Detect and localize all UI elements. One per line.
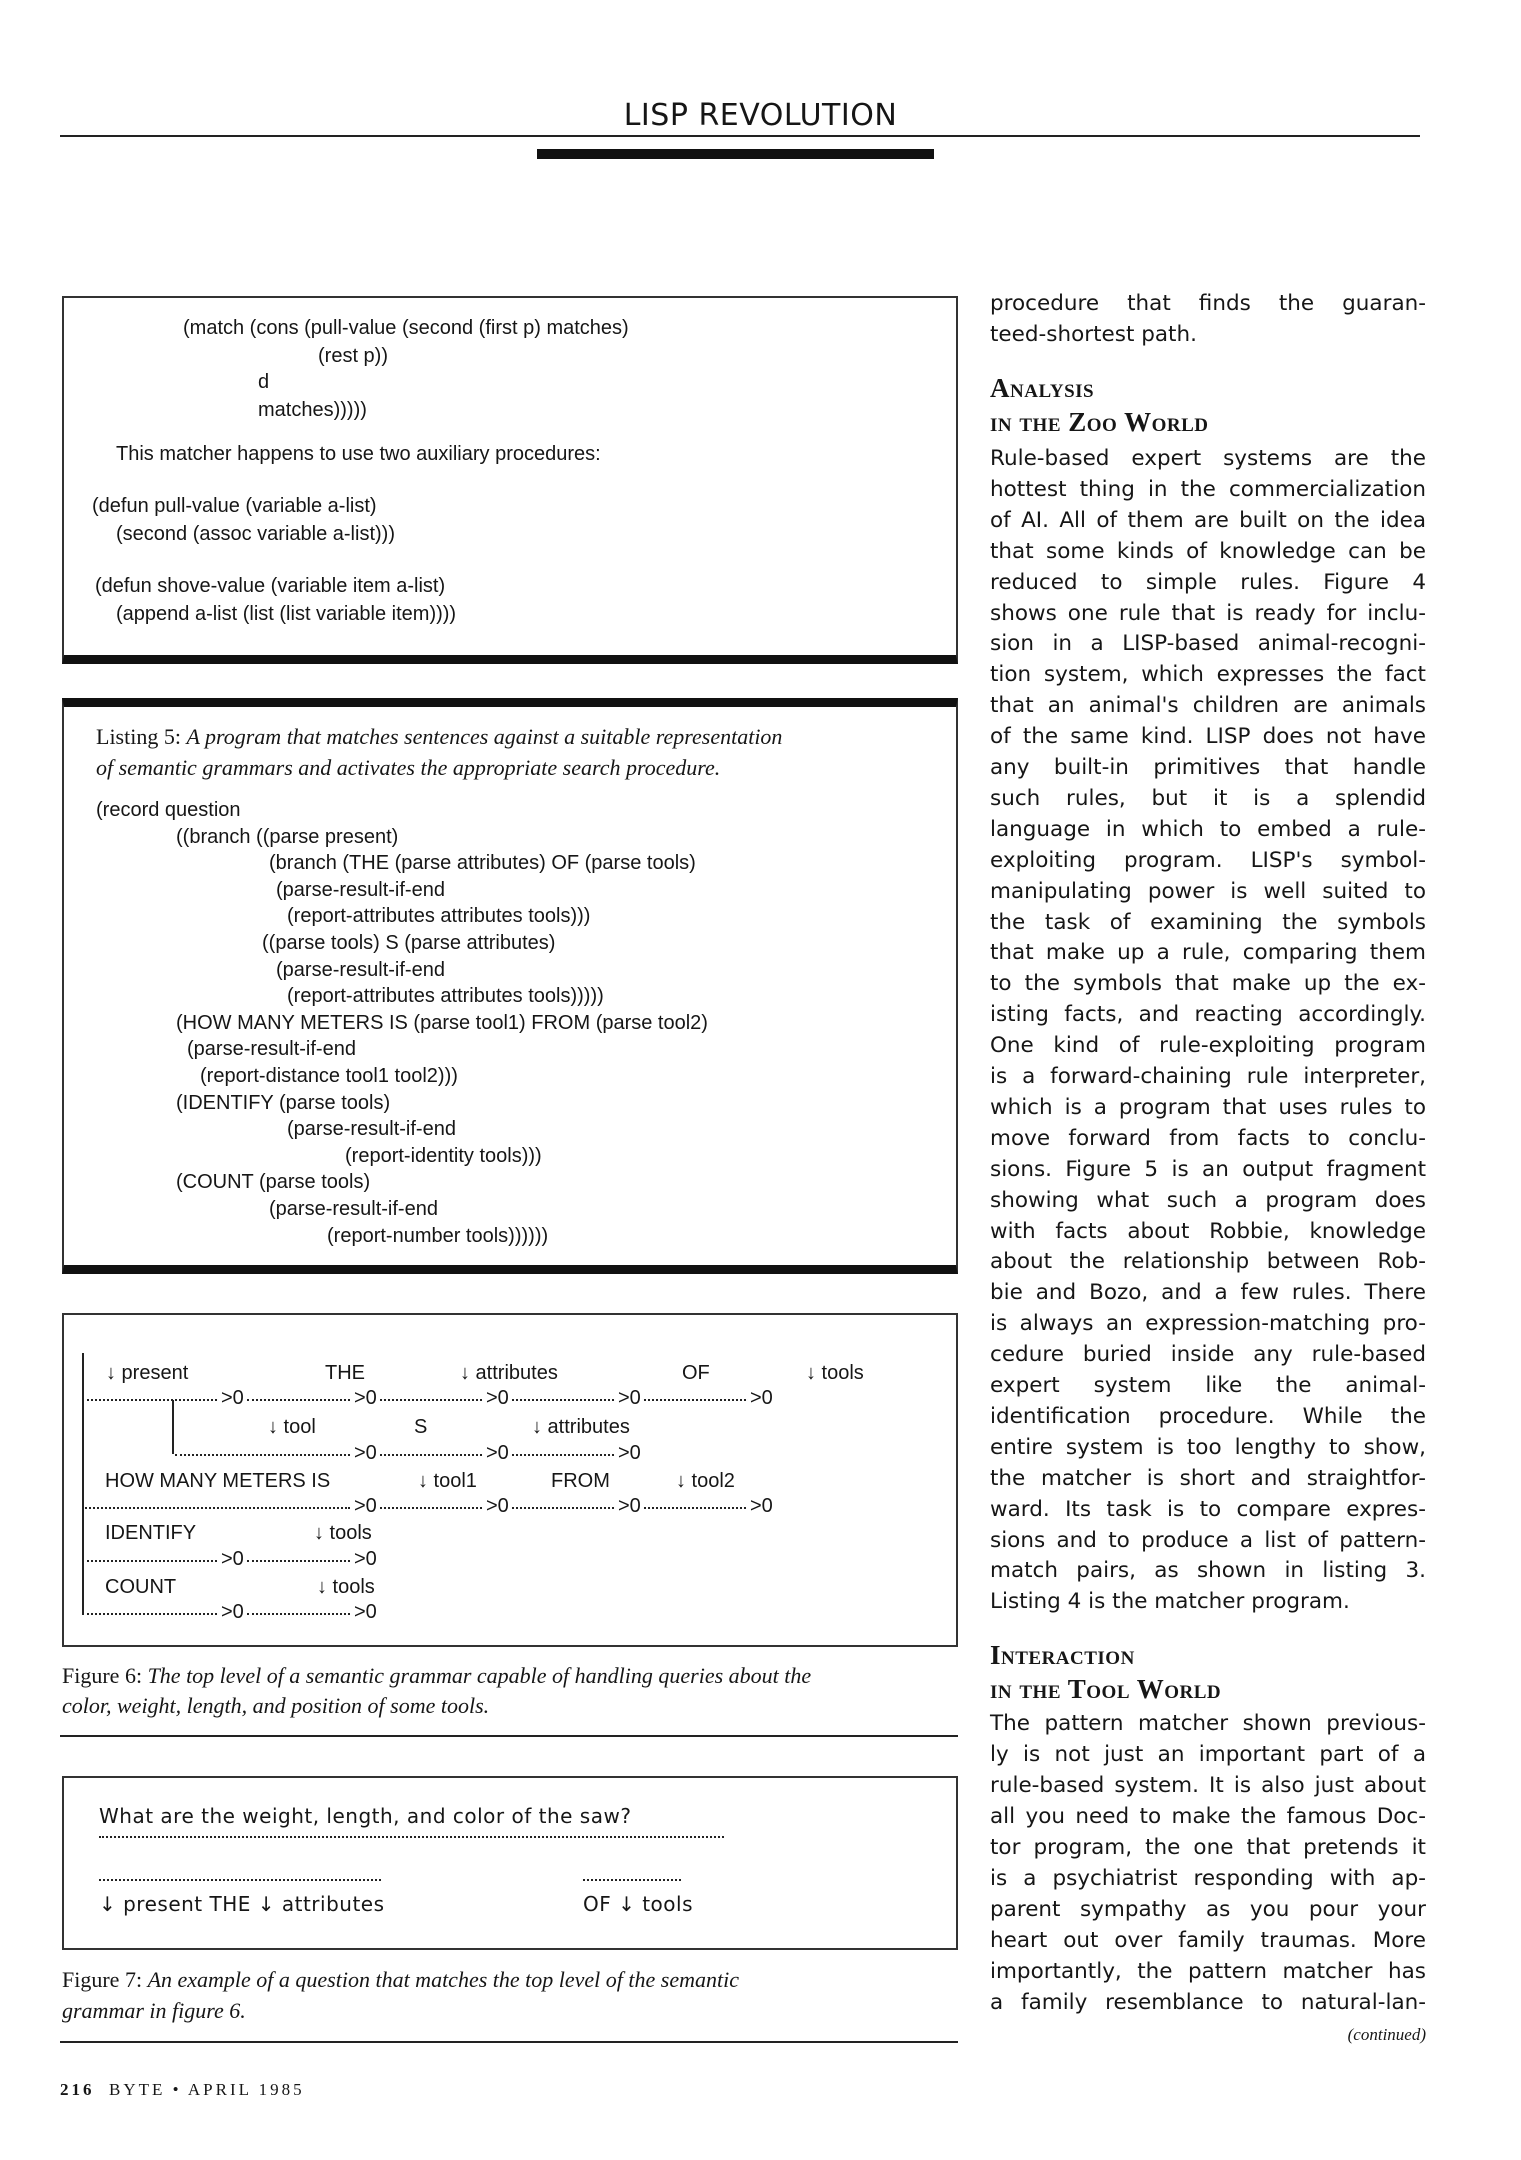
grammar-label: ↓ present bbox=[106, 1362, 189, 1384]
grammar-node: >0 bbox=[750, 1387, 773, 1409]
text-line: match pairs, as shown in listing 3. bbox=[990, 1558, 1426, 1584]
text-line: a family resemblance to natural-lan- bbox=[990, 1990, 1426, 2015]
header-bar bbox=[537, 149, 934, 159]
text-line: expert system like the animal- bbox=[990, 1373, 1426, 1398]
text-line: of AI. All of them are built on the idea bbox=[990, 507, 1426, 533]
text-line: sions and to produce a list of pattern- bbox=[990, 1527, 1426, 1553]
code-line: (match (cons (pull-value (second (first p) matches) bbox=[183, 317, 629, 339]
listing5-label: Listing 5: bbox=[96, 724, 181, 749]
text-line: manipulating power is well suited to bbox=[990, 878, 1426, 904]
grammar-label: S bbox=[414, 1416, 428, 1438]
text-line: which is a program that uses rules to bbox=[990, 1094, 1426, 1120]
text-line: that some kinds of knowledge can be bbox=[990, 538, 1426, 564]
figure7-label: Figure 7: bbox=[62, 1967, 143, 1992]
figure7-underline bbox=[99, 1836, 724, 1838]
code-line: ((branch ((parse present) bbox=[176, 825, 399, 848]
text-line: showing what such a program does bbox=[990, 1187, 1426, 1213]
grammar-label: FROM bbox=[551, 1470, 610, 1492]
figure7-caption-line2 bbox=[62, 1998, 246, 2024]
grammar-node: >0 bbox=[750, 1495, 773, 1517]
grammar-arc bbox=[644, 1507, 746, 1509]
code-line: (defun pull-value (variable a-list) bbox=[92, 495, 377, 517]
code-line: (report-number tools)))))) bbox=[327, 1224, 549, 1247]
code-line: (second (assoc variable a-list))) bbox=[116, 523, 395, 545]
grammar-label: COUNT bbox=[105, 1576, 177, 1598]
grammar-node: >0 bbox=[221, 1601, 244, 1623]
grammar-arc bbox=[247, 1613, 350, 1615]
text-line: cedure buried inside any rule-based bbox=[990, 1342, 1426, 1368]
code-line: ((parse tools) S (parse attributes) bbox=[262, 932, 556, 954]
section-heading: Interaction bbox=[990, 1640, 1135, 1670]
code-line: (parse-result-if-end bbox=[269, 1198, 438, 1220]
text-line: ly is not just an important part of a bbox=[990, 1742, 1426, 1767]
grammar-node: >0 bbox=[486, 1495, 509, 1517]
grammar-node: >0 bbox=[354, 1387, 377, 1409]
figure6-caption-text2: color, weight, length, and position of some tools. bbox=[62, 1693, 490, 1718]
grammar-node: >0 bbox=[354, 1442, 377, 1464]
grammar-arc bbox=[82, 1507, 350, 1509]
page-number: 216 bbox=[60, 2080, 95, 2099]
grammar-node: >0 bbox=[486, 1442, 509, 1464]
code-line: (defun shove-value (variable item a-list) bbox=[95, 575, 446, 597]
code-line: (IDENTIFY (parse tools) bbox=[176, 1091, 391, 1114]
text-line: isting facts, and reacting accordingly. bbox=[990, 1002, 1426, 1028]
text-line: identification procedure. While the bbox=[990, 1403, 1426, 1429]
text-line: exploiting program. LISP's symbol- bbox=[990, 847, 1426, 873]
continued-note: (continued) bbox=[1347, 2025, 1426, 2044]
grammar-label: OF bbox=[682, 1362, 710, 1384]
text-line: of the same kind. LISP does not have bbox=[990, 724, 1426, 750]
code-line: (report-identity tools))) bbox=[345, 1144, 542, 1167]
listing5-caption-line2 bbox=[96, 755, 720, 781]
code-line: (record question bbox=[96, 799, 241, 821]
text-line: Rule-based expert systems are the bbox=[990, 446, 1426, 471]
grammar-branch-rail bbox=[172, 1400, 174, 1454]
text-line: about the relationship between Rob- bbox=[990, 1249, 1426, 1275]
figure6-caption-text: The top level of a semantic grammar capable of handling queries about the bbox=[147, 1663, 812, 1688]
figure7-box bbox=[62, 1776, 958, 1950]
text-line: that make up a rule, comparing them bbox=[990, 940, 1426, 966]
text-line: reduced to simple rules. Figure 4 bbox=[990, 569, 1426, 595]
running-header: LISP REVOLUTION bbox=[623, 98, 898, 133]
text-line: the task of examining the symbols bbox=[990, 909, 1426, 935]
figure7-caption-text2: grammar in figure 6. bbox=[62, 1998, 246, 2023]
text-line: teed-shortest path. bbox=[990, 322, 1197, 347]
text-line: shows one rule that is ready for inclu- bbox=[990, 600, 1426, 626]
figure7-match-right: OF ↓ tools bbox=[583, 1892, 694, 1916]
figure6-label: Figure 6: bbox=[62, 1663, 143, 1688]
grammar-node: >0 bbox=[354, 1495, 377, 1517]
figure7-match-line-right bbox=[583, 1879, 681, 1881]
text-line: any built-in primitives that handle bbox=[990, 755, 1426, 780]
text-line: hottest thing in the commercialization bbox=[990, 476, 1426, 502]
text-line: is always an expression-matching pro- bbox=[990, 1311, 1426, 1337]
grammar-label: ↓ tools bbox=[314, 1522, 372, 1544]
grammar-node: >0 bbox=[618, 1442, 641, 1464]
text-line: entire system is too lengthy to show, bbox=[990, 1434, 1426, 1460]
grammar-label: THE bbox=[325, 1362, 365, 1384]
grammar-label: ↓ tools bbox=[806, 1362, 864, 1384]
grammar-label: ↓ tools bbox=[317, 1576, 375, 1598]
grammar-arc bbox=[380, 1454, 482, 1456]
figure7-rule bbox=[60, 2041, 958, 2043]
text-line: to the symbols that make up the ex- bbox=[990, 971, 1426, 997]
text-line: procedure that finds the guaran- bbox=[990, 291, 1426, 316]
grammar-node: >0 bbox=[618, 1387, 641, 1409]
code-line: (branch (THE (parse attributes) OF (parse tools) bbox=[269, 852, 696, 875]
figure7-match-left: ↓ present THE ↓ attributes bbox=[99, 1892, 385, 1916]
text-line: that an animal's children are animals bbox=[990, 693, 1426, 719]
text-line: such rules, but it is a splendid bbox=[990, 785, 1426, 811]
code-line: (report-attributes attributes tools))) bbox=[287, 905, 591, 928]
grammar-arc bbox=[380, 1399, 482, 1401]
grammar-node: >0 bbox=[486, 1387, 509, 1409]
listing5-caption-text2: of semantic grammars and activates the appropriate search procedure. bbox=[96, 755, 721, 780]
grammar-node: >0 bbox=[354, 1601, 377, 1623]
section-heading: Analysis bbox=[990, 373, 1095, 403]
text-line: sions. Figure 5 is an output fragment bbox=[990, 1156, 1426, 1182]
text-line: bie and Bozo, and a few rules. There bbox=[990, 1280, 1426, 1306]
figure6-caption-line1 bbox=[62, 1663, 811, 1689]
page-footer bbox=[60, 2080, 305, 2100]
text-line: heart out over family traumas. More bbox=[990, 1928, 1426, 1953]
text-line: The pattern matcher shown previous- bbox=[990, 1711, 1426, 1736]
code-line: (rest p)) bbox=[318, 345, 388, 367]
grammar-node: >0 bbox=[221, 1548, 244, 1570]
grammar-arc bbox=[512, 1507, 614, 1509]
code-line: This matcher happens to use two auxiliary procedures: bbox=[116, 443, 601, 465]
figure7-match-line-left bbox=[99, 1879, 381, 1881]
article-column bbox=[990, 0, 1426, 2160]
grammar-label: HOW MANY METERS IS bbox=[105, 1470, 331, 1492]
grammar-label: ↓ tool1 bbox=[418, 1470, 477, 1492]
code-line: (parse-result-if-end bbox=[276, 958, 445, 981]
grammar-node: >0 bbox=[354, 1548, 377, 1570]
text-line: importantly, the pattern matcher has bbox=[990, 1959, 1426, 1984]
figure7-caption-text: An example of a question that matches the top level of the semantic bbox=[147, 1967, 739, 1992]
code-line: d bbox=[258, 371, 270, 393]
code-line: (append a-list (list (list variable item)))) bbox=[116, 603, 457, 625]
text-line: move forward from facts to conclu- bbox=[990, 1125, 1426, 1151]
grammar-arc bbox=[380, 1507, 482, 1509]
text-line: all you need to make the famous Doc- bbox=[990, 1804, 1426, 1829]
section-heading: in the Tool World bbox=[990, 1674, 1222, 1704]
text-line: One kind of rule-exploiting program bbox=[990, 1033, 1426, 1059]
grammar-left-rail bbox=[82, 1353, 84, 1615]
code-line: (parse-result-if-end bbox=[187, 1038, 356, 1061]
grammar-arc bbox=[512, 1399, 614, 1401]
grammar-label: ↓ tool bbox=[268, 1416, 316, 1438]
figure7-question: What are the weight, length, and color of the saw? bbox=[99, 1804, 632, 1828]
text-line: tion system, which expresses the fact bbox=[990, 662, 1426, 688]
text-line: is a psychiatrist responding with ap- bbox=[990, 1866, 1426, 1891]
grammar-arc bbox=[82, 1399, 217, 1401]
text-line: tor program, the one that pretends it bbox=[990, 1835, 1426, 1860]
grammar-arc bbox=[82, 1613, 217, 1615]
code-line: matches))))) bbox=[258, 399, 367, 421]
grammar-arc bbox=[175, 1454, 350, 1456]
grammar-arc bbox=[512, 1454, 614, 1456]
grammar-arc bbox=[82, 1560, 217, 1562]
grammar-arc bbox=[247, 1399, 350, 1401]
grammar-label: ↓ tool2 bbox=[676, 1470, 735, 1492]
text-line: language in which to embed a rule- bbox=[990, 816, 1426, 842]
grammar-label: ↓ attributes bbox=[460, 1362, 558, 1384]
text-line: rule-based system. It is also just about bbox=[990, 1773, 1426, 1798]
grammar-label: ↓ attributes bbox=[532, 1416, 630, 1438]
text-line: sion in a LISP-based animal-recogni- bbox=[990, 631, 1426, 657]
code-line: (report-distance tool1 tool2))) bbox=[200, 1065, 458, 1087]
text-line: the matcher is short and straightfor- bbox=[990, 1465, 1426, 1491]
section-heading: in the Zoo World bbox=[990, 407, 1209, 437]
text-line: ward. Its task is to compare expres- bbox=[990, 1496, 1426, 1522]
code-line: (parse-result-if-end bbox=[276, 878, 445, 901]
grammar-label: IDENTIFY bbox=[105, 1522, 197, 1544]
listing5-caption-line1 bbox=[96, 724, 782, 750]
figure6-rule bbox=[60, 1735, 958, 1737]
grammar-arc bbox=[247, 1560, 350, 1562]
grammar-node: >0 bbox=[221, 1387, 244, 1409]
grammar-node: >0 bbox=[618, 1495, 641, 1517]
text-line: Listing 4 is the matcher program. bbox=[990, 1589, 1350, 1615]
figure7-caption-line1 bbox=[62, 1967, 739, 1993]
listing5-caption-text: A program that matches sentences against a suitable representation bbox=[186, 724, 783, 749]
figure6-caption-line2 bbox=[62, 1693, 489, 1719]
code-line: (COUNT (parse tools) bbox=[176, 1171, 371, 1194]
code-line: (HOW MANY METERS IS (parse tool1) FROM (parse tool2) bbox=[176, 1011, 708, 1034]
grammar-arc bbox=[644, 1399, 746, 1401]
text-line: parent sympathy as you pour your bbox=[990, 1897, 1426, 1922]
code-line: (parse-result-if-end bbox=[287, 1118, 456, 1141]
magazine-issue: BYTE • APRIL 1985 bbox=[109, 2080, 305, 2099]
code-line: (report-attributes attributes tools))))) bbox=[287, 985, 604, 1008]
text-line: is a forward-chaining rule interpreter, bbox=[990, 1064, 1426, 1089]
text-line: with facts about Robbie, knowledge bbox=[990, 1218, 1426, 1244]
